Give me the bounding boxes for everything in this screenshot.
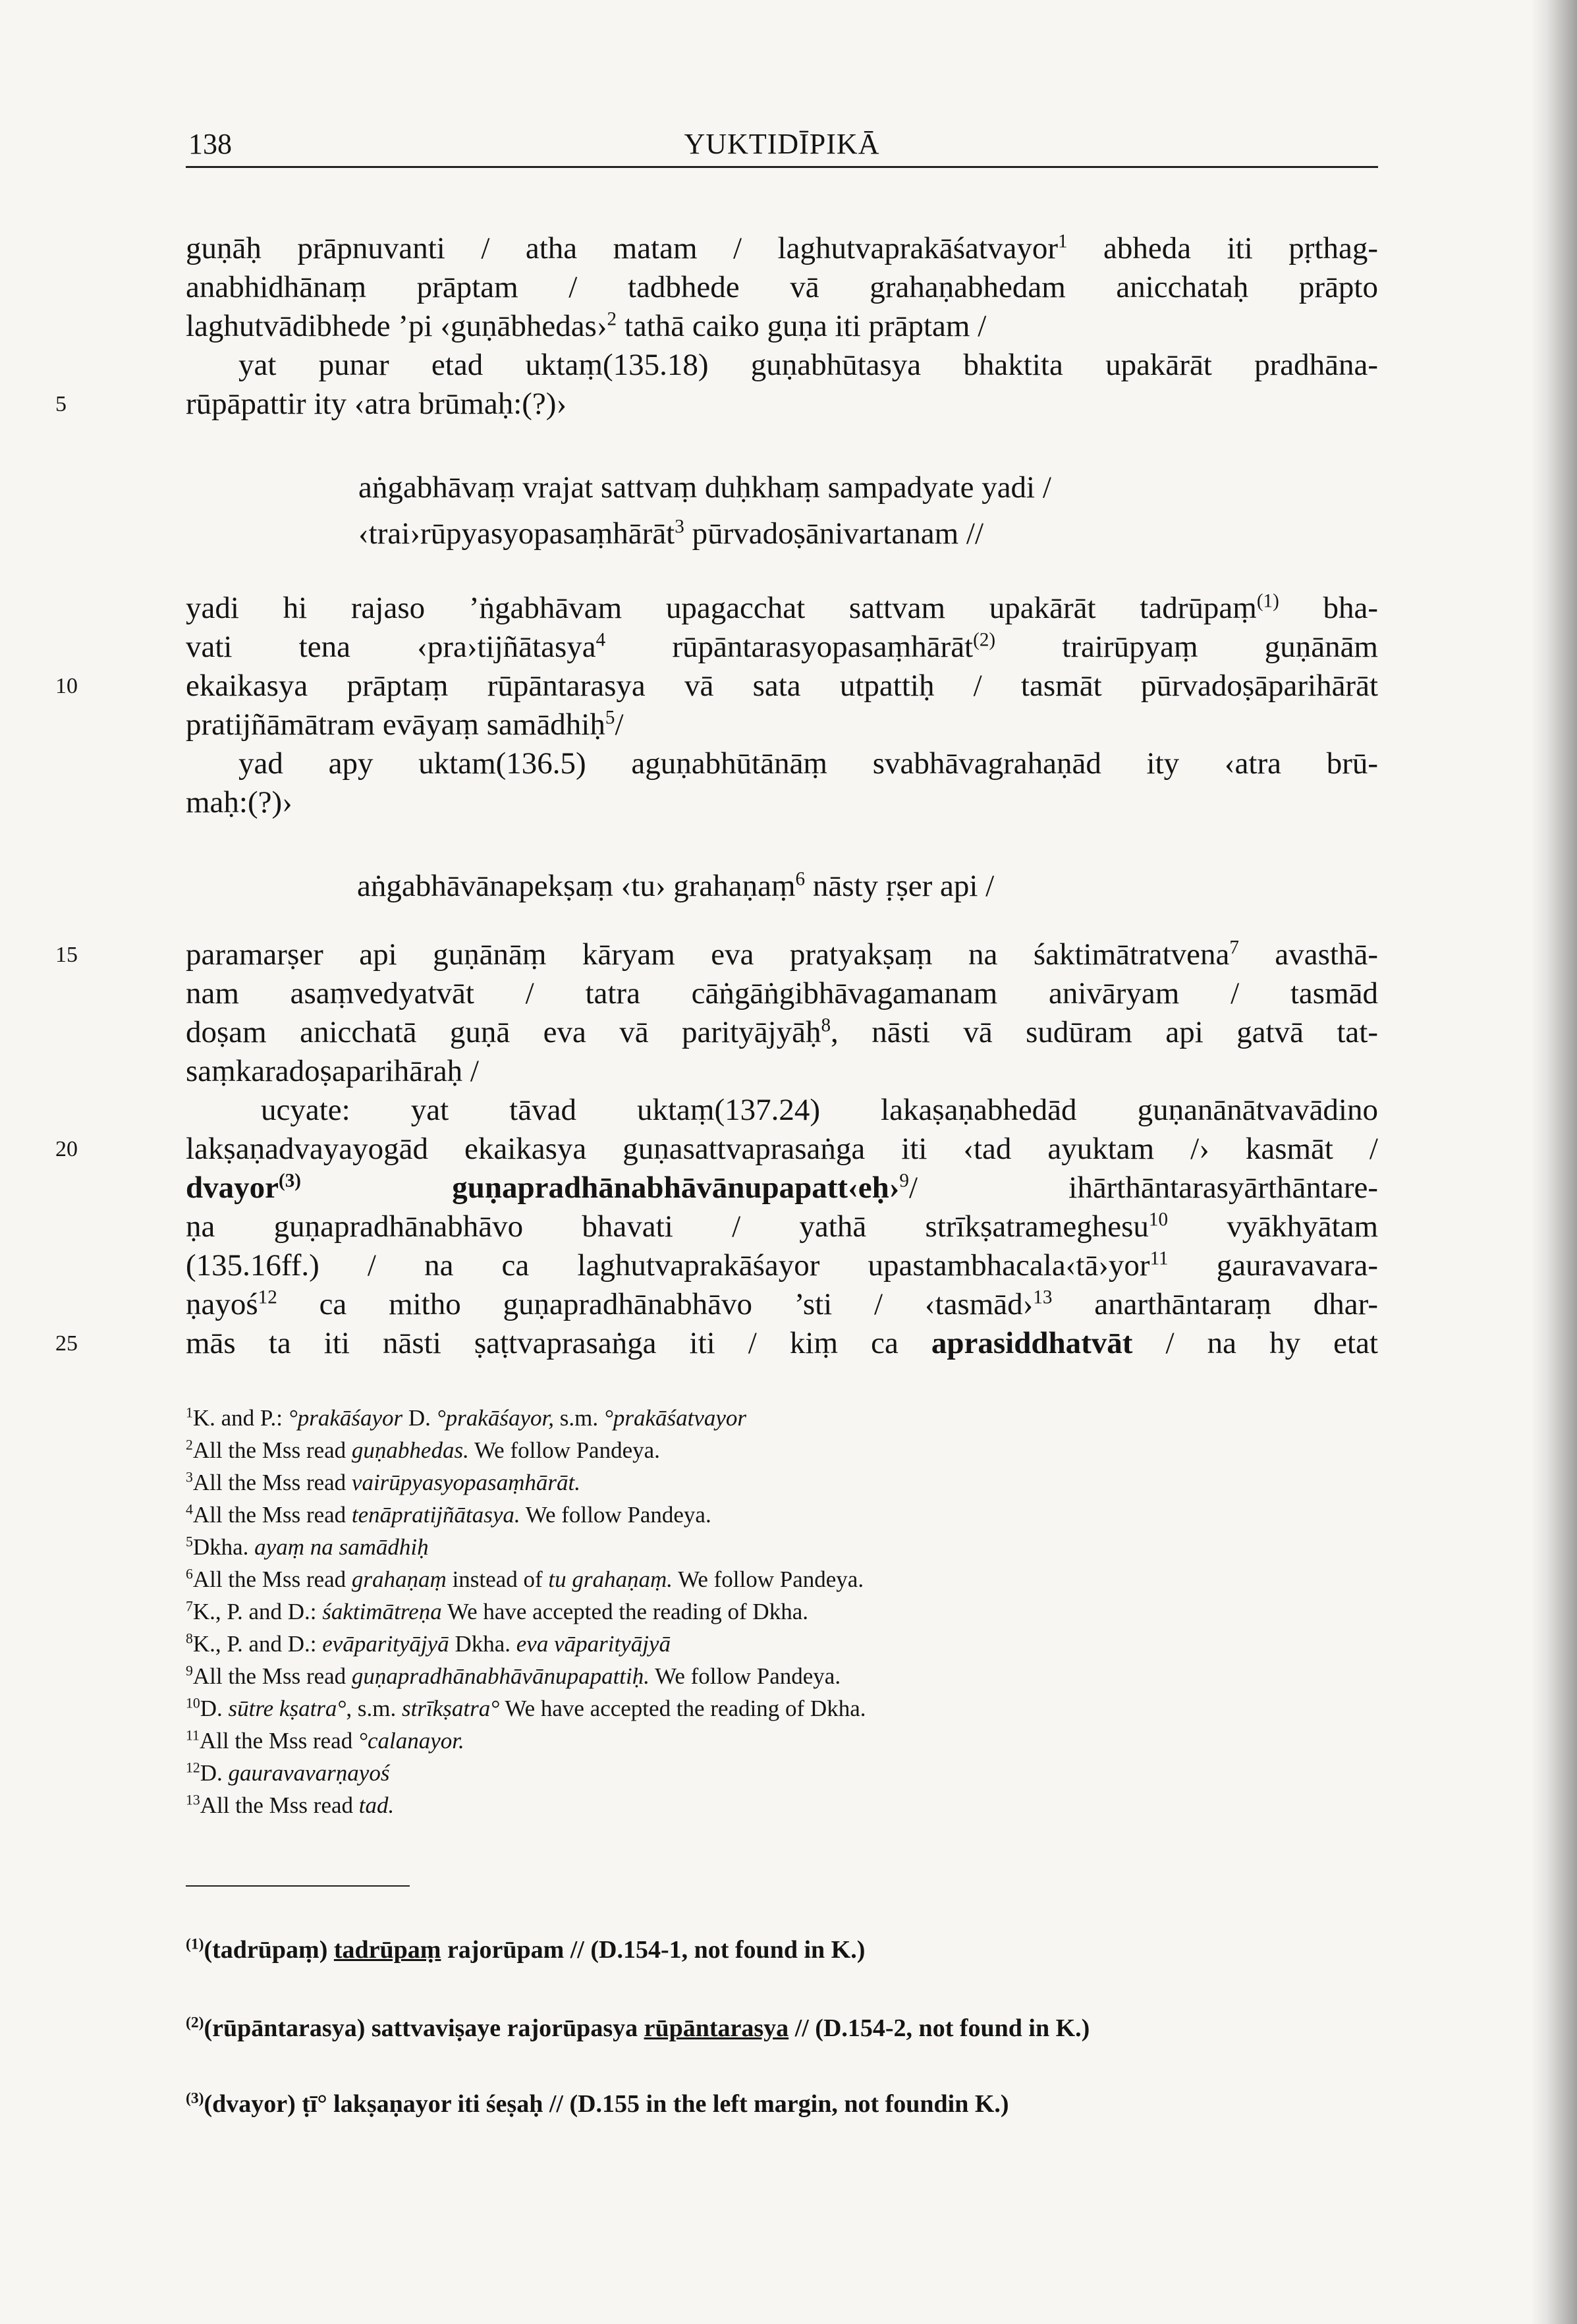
footnote: $^{12}$D. gauravavarṇayoś xyxy=(186,1759,390,1786)
footnote: $^2$All the Mss read guṇabhedas. We follow Pandeya. xyxy=(186,1437,660,1463)
footnote: $^4$All the Mss read tenāpratijñātasya. We follow Pandeya. xyxy=(186,1501,711,1528)
commentary-note: $^{(1)}$(tadrūpaṃ) tadrūpaṃ rajorūpam // (D.154-1, not found in K.) xyxy=(186,1935,866,1964)
text-line: anabhidhānaṃ prāptam / tadbhede vā grahaṇabhedam anicchataḥ prāpto xyxy=(186,270,1378,304)
verse-1 xyxy=(186,464,1378,557)
footnote: $^9$All the Mss read guṇapradhānabhāvānupapattiḥ. We follow Pandeya. xyxy=(186,1663,841,1689)
commentary-note: $^{(3)}$(dvayor) ṭī° lakṣaṇayor iti śeṣaḥ // (D.155 in the left margin, not foundin K.) xyxy=(186,2089,1009,2118)
footnote: $^{13}$All the Mss read tad. xyxy=(186,1792,395,1818)
text-line: ucyate: yat tāvad uktaṃ(137.24) lakaṣaṇabhedād guṇanānātvavādino xyxy=(261,1093,1378,1127)
footnote: $^1$K. and P.: °prakāśayor D. °prakāśayor, s.m. °prakāśatvayor xyxy=(186,1404,747,1431)
text-line: 10 ekaikasya prāptaṃ rūpāntarasya vā sata utpattiḥ / tasmāt pūrvadoṣāparihārāt xyxy=(186,667,1378,706)
text-line: pratijñāmātram evāyaṃ samādhiḥ$^5$/ xyxy=(186,707,624,742)
verse-line: ‹trai›rūpyasyopasaṃhārāt$^3$ pūrvadoṣānivartanam // xyxy=(358,516,984,551)
footnote: $^8$K., P. and D.: evāparityājyā Dkha. eva vāparityājyā xyxy=(186,1630,671,1657)
page-number: 138 xyxy=(188,128,232,160)
line-number: 15 xyxy=(55,943,78,967)
footnote: $^{10}$D. sūtre kṣatra°, s.m. strīkṣatra° We have accepted the reading of Dkha. xyxy=(186,1695,866,1721)
page-edge-shadow xyxy=(1531,0,1577,2324)
footnote: $^6$All the Mss read grahaṇaṃ instead of tu grahaṇaṃ. We follow Pandeya. xyxy=(186,1566,864,1592)
text-line: yadi hi rajaso ’ṅgabhāvam upagacchat sattvam upakārāt tadrūpaṃ$^{(1)}$ bha- xyxy=(186,590,1379,625)
text-line: guṇāḥ prāpnuvanti / atha matam / laghutvaprakāśatvayor$^1$ abheda iti pṛthag- xyxy=(186,231,1378,265)
footnotes xyxy=(186,1402,1378,1821)
page-title: YUKTIDĪPIKĀ xyxy=(684,128,880,160)
paragraph-1 xyxy=(55,229,1378,424)
verse-line: aṅgabhāvaṃ vrajat sattvaṃ duḥkhaṃ sampadyate yadi / xyxy=(358,470,1051,505)
text-line: yad apy uktam(136.5) aguṇabhūtānāṃ svabhāvagrahaṇād ity ‹atra brū- xyxy=(238,746,1378,781)
text-line: laghutvādibhede ’pi ‹guṇābhedas›$^2$ tathā caiko guṇa iti prāptam / xyxy=(186,308,987,343)
line-number: 20 xyxy=(55,1137,78,1161)
text-line: 15 paramarṣer api guṇānāṃ kāryam eva pratyakṣaṃ na śaktimātratvena$^7$ avasthā- xyxy=(186,935,1378,974)
footnote: $^3$All the Mss read vairūpyasyopasaṃhārāt. xyxy=(186,1469,580,1495)
paragraph-2 xyxy=(55,589,1379,822)
footnote: $^7$K., P. and D.: śaktimātreṇa We have accepted the reading of Dkha. xyxy=(186,1598,808,1624)
text-line: 25 mās ta iti nāsti ṣaṭtvaprasaṅga iti / kiṃ ca aprasiddhatvāt / na hy etat xyxy=(186,1324,1378,1363)
text-line: dvayor$^{(3)}$ guṇapradhānabhāvānupapatt‹eḥ›$^9$/ ihārthāntarasyārthāntare- xyxy=(186,1170,1378,1205)
line-number: 10 xyxy=(55,674,78,698)
text-line: maḥ:(?)› xyxy=(186,785,292,819)
verse-2 xyxy=(186,863,1378,909)
notes-divider xyxy=(186,1885,410,1887)
text-line: 5 rūpāpattir ity ‹atra brūmaḥ:(?)› xyxy=(186,385,1378,424)
text-line: nam asaṃvedyatvāt / tatra cāṅgāṅgibhāvagamanam anivāryam / tasmād xyxy=(186,976,1378,1010)
text-line: saṃkaradoṣaparihāraḥ / xyxy=(186,1054,479,1088)
line-number: 25 xyxy=(55,1331,78,1356)
footnote: $^5$Dkha. ayaṃ na samādhiḥ xyxy=(186,1534,429,1560)
verse-line: aṅgabhāvānapekṣaṃ ‹tu› grahaṇaṃ$^6$ nāsty ṛṣer api / xyxy=(357,868,995,903)
text-line: yat punar etad uktaṃ(135.18) guṇabhūtasya bhaktita upakārāt pradhāna- xyxy=(238,348,1378,382)
text-line: ṇa guṇapradhānabhāvo bhavati / yathā strīkṣatrameghesu$^{10}$ vyākhyātam xyxy=(186,1209,1379,1244)
paragraph-3 xyxy=(55,935,1379,1363)
text-line: 20 lakṣaṇadvayayogād ekaikasya guṇasattvaprasaṅga iti ‹tad ayuktam /› kasmāt / xyxy=(186,1130,1378,1169)
commentary-note: $^{(2)}$(rūpāntarasya) sattvaviṣaye rajorūpasya rūpāntarasya // (D.154-2, not found in K.) xyxy=(186,2014,1090,2042)
line-number: 5 xyxy=(55,392,67,416)
text-line: vati tena ‹pra›tijñātasya$^4$ rūpāntarasyopasaṃhārāt$^{(2)}$ trairūpyaṃ guṇānām xyxy=(186,629,1378,664)
text-line: (135.16ff.) / na ca laghutvaprakāśayor upastambhacala‹tā›yor$^{11}$ gauravavara- xyxy=(186,1248,1378,1283)
text-line: doṣam anicchatā guṇā eva vā parityājyāḥ$^8$, nāsti vā sudūram api gatvā tat- xyxy=(186,1014,1378,1049)
running-header xyxy=(186,124,1378,168)
footnote: $^{11}$All the Mss read °calanayor. xyxy=(186,1727,464,1754)
text-line: ṇayoś$^{12}$ ca mitho guṇapradhānabhāvo ’sti / ‹tasmād›$^{13}$ anarthāntaraṃ dhar- xyxy=(186,1286,1378,1321)
